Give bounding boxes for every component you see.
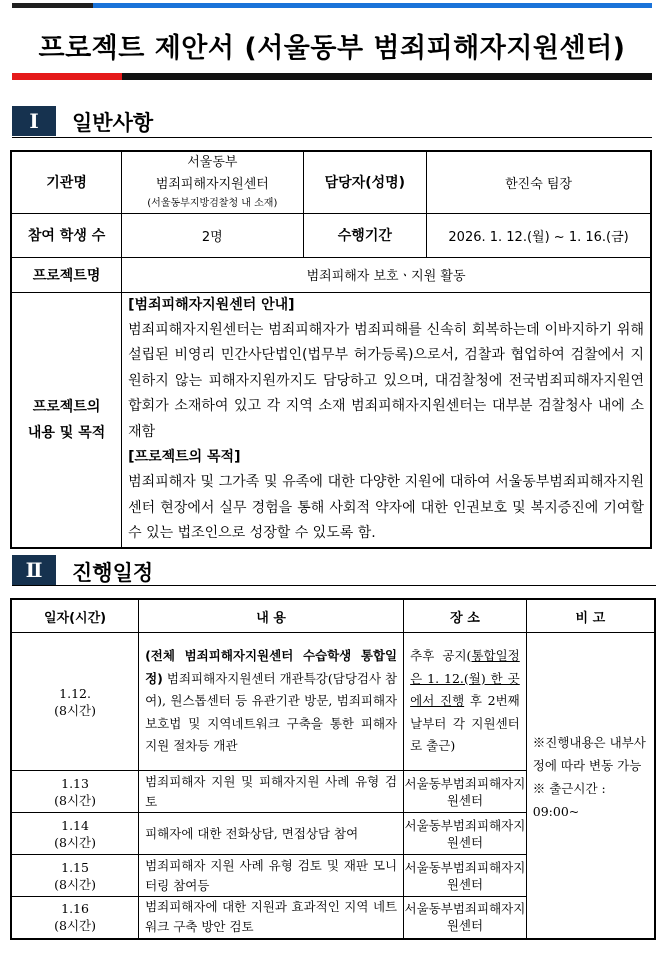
schedule-table (10, 598, 656, 940)
section-1-number: Ⅰ (12, 106, 56, 136)
schedule-hours: (8시간) (54, 702, 96, 718)
schedule-note-cell (526, 633, 655, 939)
project-content-body (122, 292, 651, 548)
project-content-label-line1: 프로젝트의 (32, 398, 101, 415)
schedule-content: 범죄피해자 지원 및 피해자지원 사례 유형 검토 (139, 771, 404, 813)
schedule-row (11, 633, 655, 771)
schedule-date: 1.12. (59, 685, 91, 701)
purpose-text: 범죄피해자 및 그가족 및 유족에 대한 다양한 지원에 대하여 서울동부범죄피해자지원센터 현장에서 실무 경험을 통해 사회적 약자에 대한 인권보호 및 복지증진에 기여할 수 있는 법조인으로 성장할 수 있도록 함. (128, 474, 644, 542)
schedule-hours: (8시간) (54, 918, 96, 934)
project-name-value: 범죄피해자 보호ㆍ지원 활동 (122, 257, 651, 292)
org-name-line2: 범죄피해자지원센터 (155, 177, 269, 193)
section-2-rule (12, 585, 656, 586)
schedule-place-post: 후 2번째 날부터 각 지원센터로 출근) (410, 693, 520, 754)
purpose-heading: [프로젝트의 목적] (128, 448, 241, 465)
schedule-date-cell (11, 771, 139, 813)
schedule-content: 범죄피해자 지원 사례 유형 검토 및 재판 모니터링 참여등 (139, 855, 404, 897)
general-info-table (10, 150, 652, 549)
schedule-place-pre: 추후 공지( (410, 648, 472, 664)
schedule-place: 서울동부범죄피해자지원센터 (404, 855, 527, 897)
project-content-label-line2: 내용 및 목적 (27, 424, 106, 441)
project-name-label: 프로젝트명 (11, 257, 122, 292)
section-1-title: 일반사항 (72, 111, 154, 135)
section-1-rule (12, 137, 652, 138)
schedule-hours: (8시간) (54, 834, 96, 850)
title-top-bar-dark (12, 3, 93, 8)
manager-label: 담당자(성명) (303, 151, 427, 213)
schedule-header-place: 장 소 (404, 599, 527, 633)
schedule-place-underlined: 통합일정은 1. 12.(월) 한 곳에서 진행 (410, 648, 520, 709)
period-label: 수행기간 (303, 213, 427, 257)
org-location: (서울동부지방검찰청 내 소재) (147, 198, 278, 210)
schedule-content-text: 범죄피해자지원센터 개관특강(담당검사 참여), 원스톱센터 등 유관기관 방문, 범죄피해자보호법 및 지역네트워크 구축을 통한 피해자 지원 절차등 개관 (145, 670, 398, 754)
project-content-label (11, 292, 122, 548)
schedule-date-cell (11, 897, 139, 939)
schedule-header-note: 비 고 (526, 599, 655, 633)
schedule-hours: (8시간) (54, 792, 96, 808)
section-2-title: 진행일정 (72, 561, 154, 585)
intro-heading: [범죄피해자지원센터 안내] (128, 296, 295, 313)
schedule-place: 서울동부범죄피해자지원센터 (404, 813, 527, 855)
title-bottom-bar-black (122, 73, 652, 80)
schedule-header-content: 내 용 (139, 599, 404, 633)
schedule-date-cell (11, 633, 139, 771)
schedule-header-date: 일자(시간) (11, 599, 139, 633)
schedule-content: 범죄피해자에 대한 지원과 효과적인 지역 네트워크 구축 방안 검토 (139, 897, 404, 939)
manager-value: 한진숙 팀장 (427, 151, 651, 213)
schedule-note-time: ※ 출근시간 : 09:00~ (532, 781, 606, 819)
org-label: 기관명 (11, 151, 122, 213)
intro-text: 범죄피해자지원센터는 범죄피해자가 범죄피해를 신속히 회복하는데 이바지하기 위해 설립된 비영리 민간사단법인(법무부 허가등록)으로서, 검찰과 협업하여 검찰에서 지원하지 않는 피해자지원까지도 담당하고 있으며, 대검찰청에 전국범죄피해자지원연합회가 소재하여 있고 각 지역 소재 범죄피해자지원센터는 대부분 검찰청사 내에 소재함 (128, 321, 644, 440)
schedule-hours: (8시간) (54, 876, 96, 892)
schedule-note-change: ※진행내용은 내부사정에 따라 변동 가능 (532, 735, 646, 773)
page-title: 프로젝트 제안서 (서울동부 범죄피해자지원센터) (38, 33, 626, 64)
title-bottom-bar-red (12, 73, 122, 80)
schedule-date: 1.16 (61, 901, 89, 917)
schedule-date: 1.13 (61, 775, 89, 791)
schedule-date-cell (11, 813, 139, 855)
section-2-number: Ⅱ (12, 555, 56, 585)
schedule-date: 1.14 (61, 817, 89, 833)
schedule-content: 피해자에 대한 전화상담, 면접상담 참여 (139, 813, 404, 855)
schedule-date: 1.15 (61, 859, 89, 875)
students-value: 2명 (122, 213, 303, 257)
schedule-place (404, 633, 527, 771)
schedule-place: 서울동부범죄피해자지원센터 (404, 897, 527, 939)
org-name-line1: 서울동부 (187, 155, 238, 171)
schedule-content-bold: (전체 범죄피해자지원센터 수습학생 통합일정) (145, 648, 398, 686)
period-value: 2026. 1. 12.(월) ~ 1. 16.(금) (427, 213, 651, 257)
schedule-place: 서울동부범죄피해자지원센터 (404, 771, 527, 813)
title-top-bar-blue (93, 3, 652, 8)
students-label: 참여 학생 수 (11, 213, 122, 257)
org-name-cell (122, 151, 303, 213)
schedule-content (139, 633, 404, 771)
schedule-date-cell (11, 855, 139, 897)
